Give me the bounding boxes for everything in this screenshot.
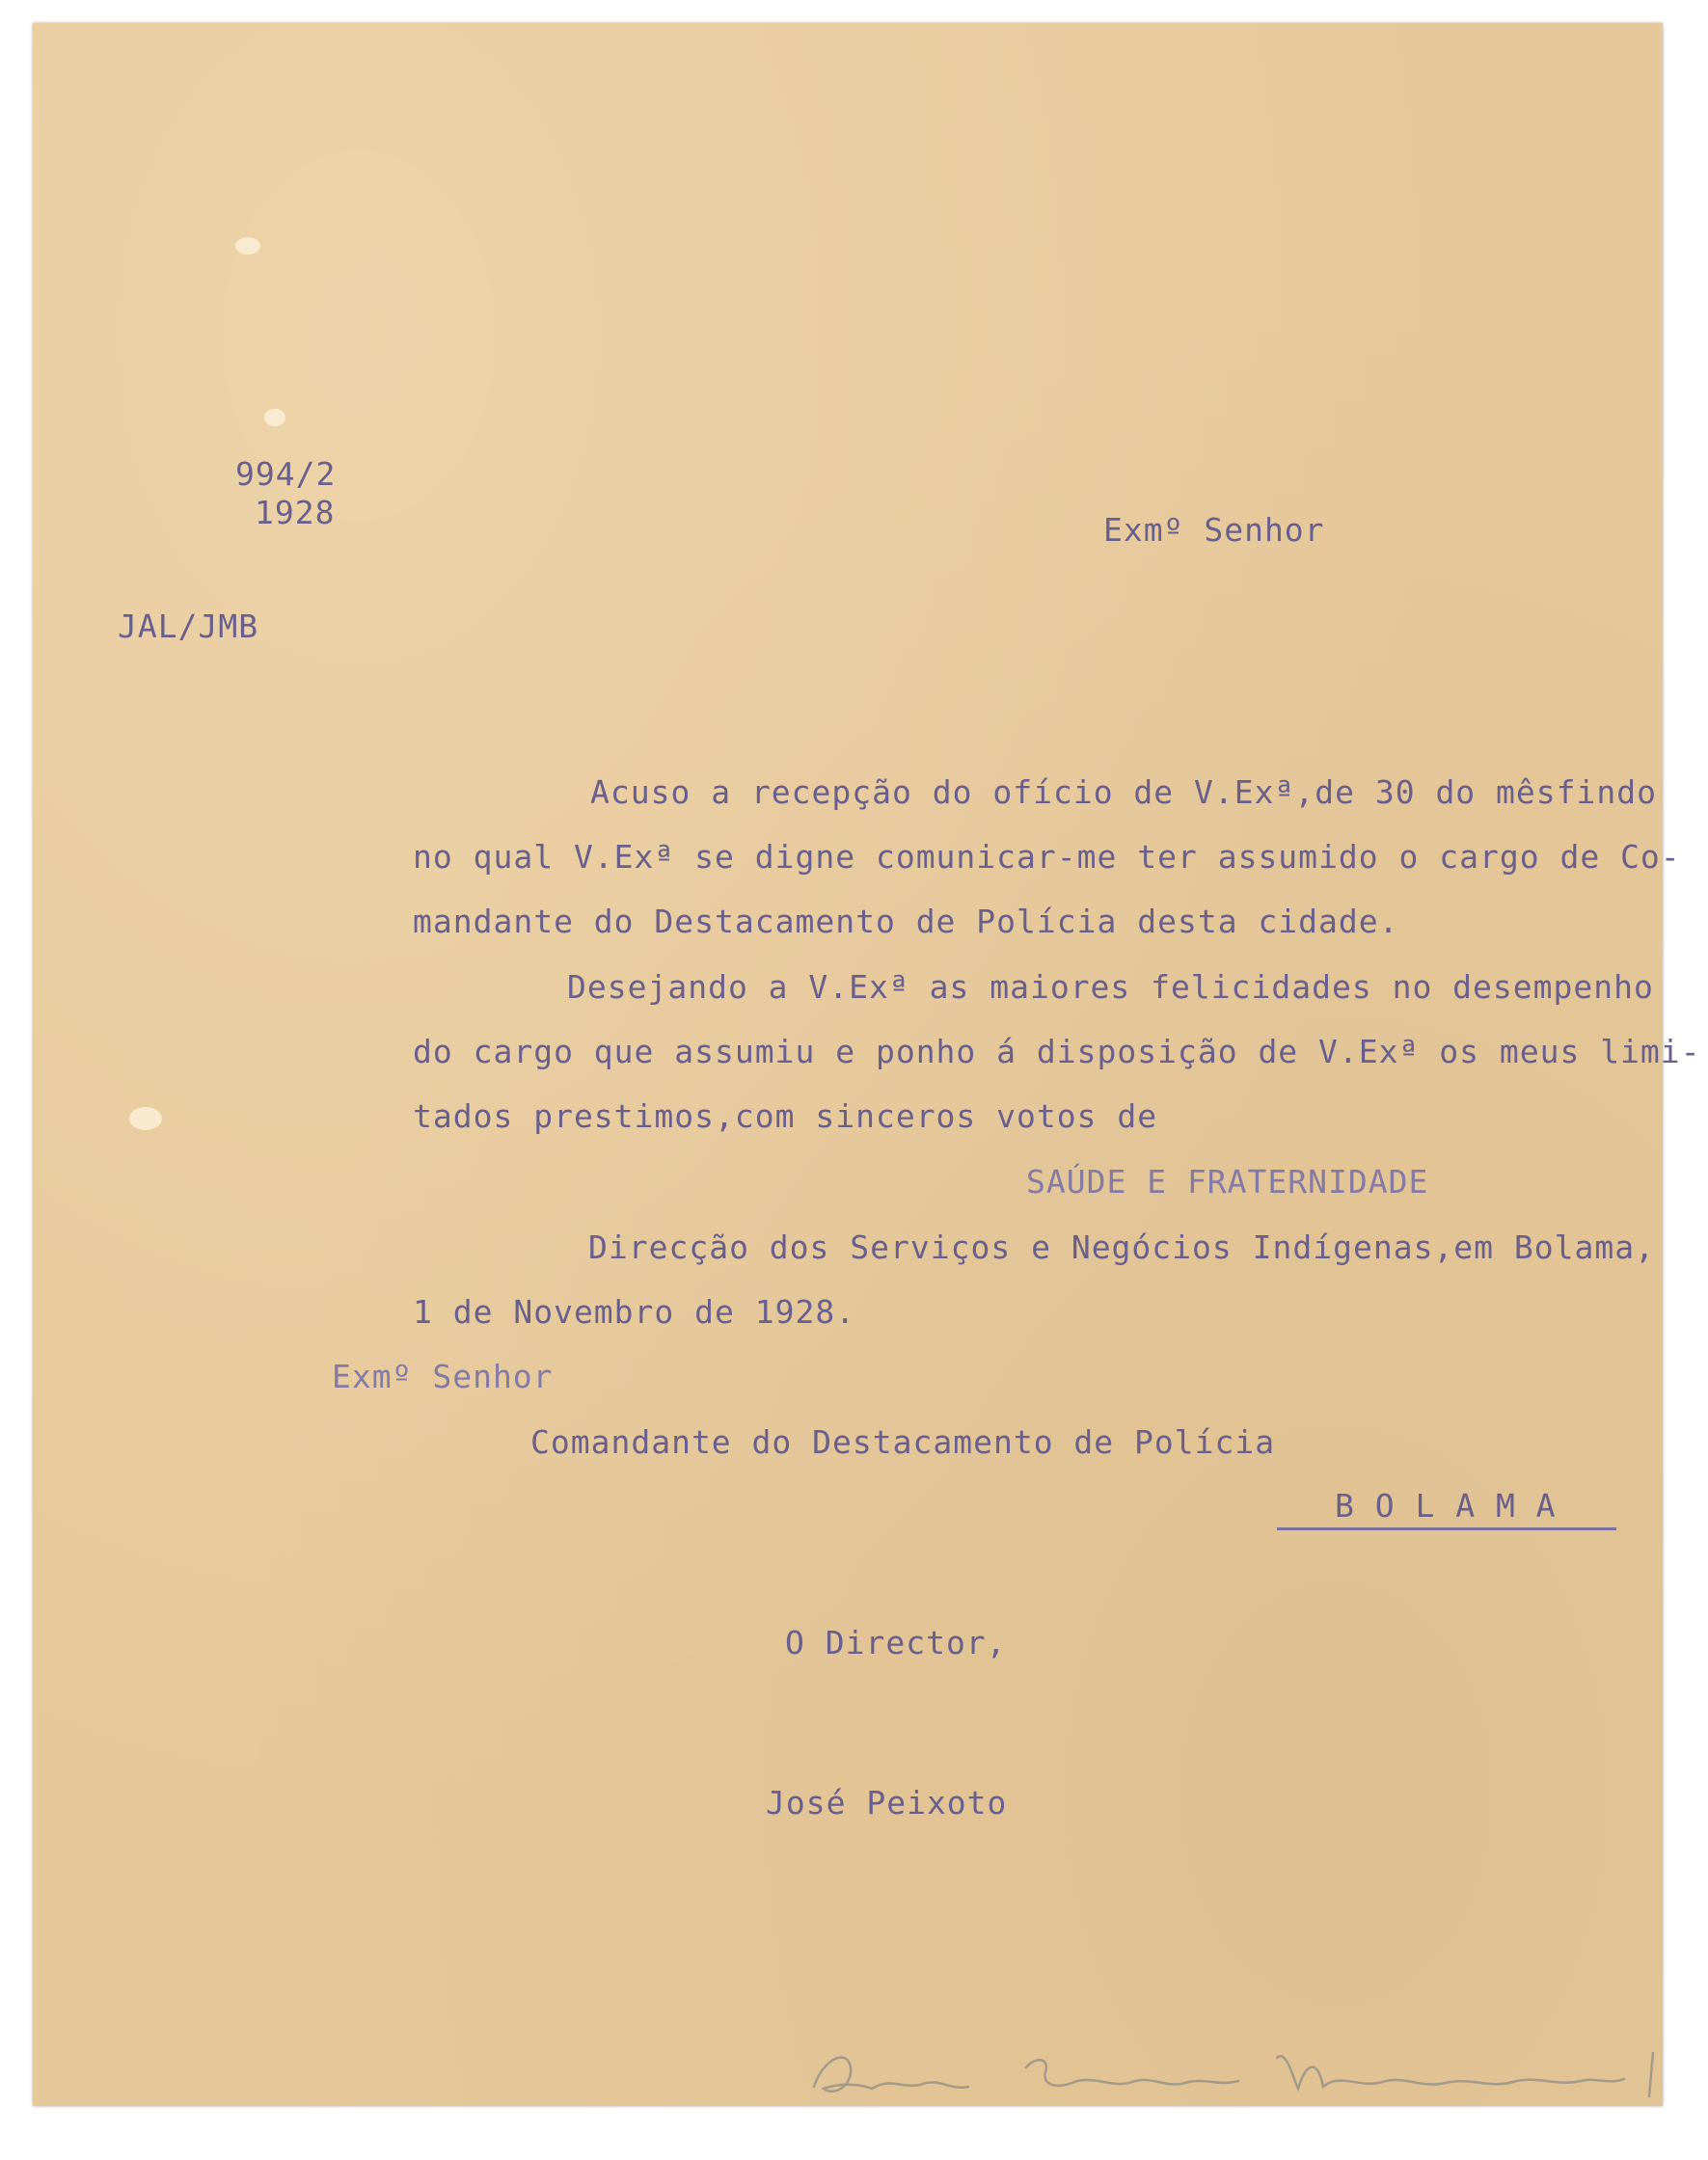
signoff-name: José Peixoto: [766, 1784, 1008, 1822]
letter-sheet: [33, 23, 1701, 2106]
paper-blemish: [235, 237, 260, 255]
body-line-1: Acuso a recepção do ofício de V.Exª,de 30 do mêsfindo: [590, 773, 1657, 811]
body-line-2: no qual V.Exª se digne comunicar-me ter assumido o cargo de Co-: [413, 838, 1681, 876]
closing-motto: SAÚDE E FRATERNIDADE: [1026, 1163, 1429, 1201]
signoff-role: O Director,: [785, 1624, 1007, 1661]
paper-blemish: [264, 409, 285, 426]
recipient-salutation: Exmº Senhor: [332, 1358, 554, 1395]
reference-year: 1928: [255, 494, 336, 531]
recipient-location: B O L A M A: [1335, 1487, 1557, 1525]
location-underline: [1277, 1527, 1616, 1530]
body-line-3: mandante do Destacamento de Polícia desta cidade.: [413, 903, 1399, 940]
body-line-5: do cargo que assumiu e ponho á disposição de V.Exª os meus limi-: [413, 1033, 1701, 1070]
date-line: 1 de Novembro de 1928.: [413, 1293, 856, 1331]
body-line-4: Desejando a V.Exª as maiores felicidades no desempenho: [567, 968, 1654, 1006]
reference-number: 994/2: [235, 455, 337, 493]
salutation: Exmº Senhor: [1103, 511, 1325, 549]
paper-blemish: [129, 1107, 162, 1130]
handwritten-signature: [804, 2029, 1692, 2116]
recipient-title: Comandante do Destacamento de Polícia: [530, 1423, 1276, 1461]
body-line-6: tados prestimos,com sinceros votos de: [413, 1097, 1158, 1135]
place-line: Direcção dos Serviços e Negócios Indígenas,em Bolama,: [588, 1228, 1655, 1266]
typist-initials: JAL/JMB: [118, 608, 259, 645]
